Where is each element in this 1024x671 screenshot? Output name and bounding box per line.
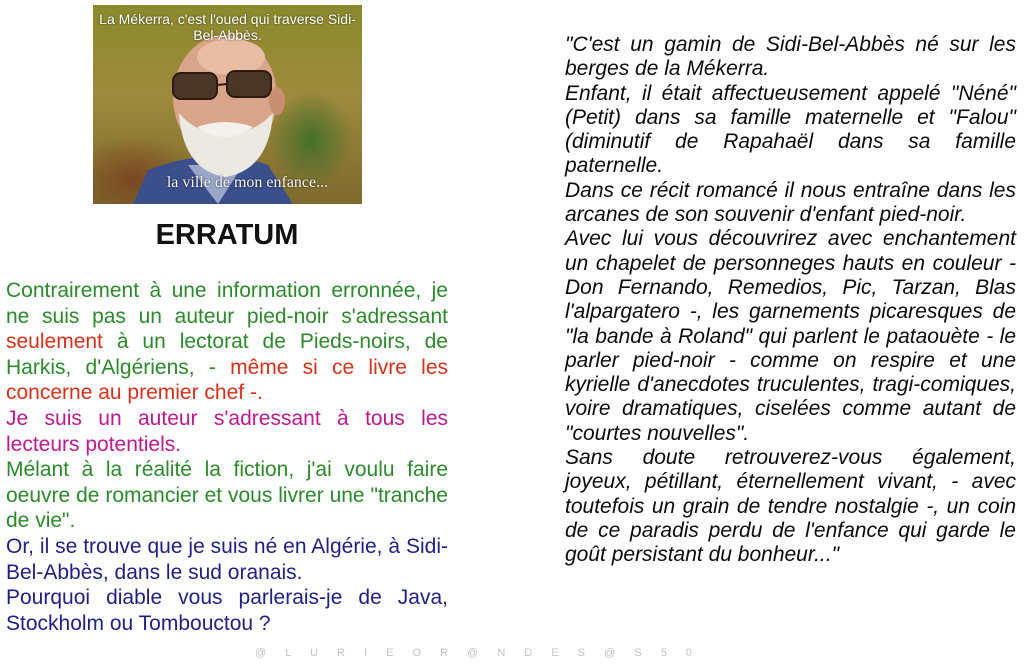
- right-paragraph-5: Sans doute retrouverez-vous également, joyeux, pétillant, éternellement vivant, - avec toutefois un grain de tendre nostalgie -, un coin de ce paradis perdu de l'enfance qui garde le goût persistant du bonheur...": [565, 446, 1016, 567]
- left-column: [6, 278, 448, 636]
- erratum-heading: ERRATUM: [155, 219, 299, 251]
- left-paragraph-2: Je suis un auteur s'adressant à tous les lecteurs potentiels.: [6, 406, 448, 456]
- right-paragraph-2: Enfant, il était affectueusement appelé "Néné" (Petit) dans sa famille maternelle et "Falou" (diminutif de Rapahaël dans sa famille paternelle.: [565, 81, 1016, 178]
- left-paragraph-1: [6, 278, 448, 406]
- p1-text-a: Contrairement à une information erronnée, je ne suis pas un auteur pied-noir s'adressant: [6, 279, 448, 328]
- photo-caption-bottom: la ville de mon enfance...: [166, 174, 329, 191]
- left-paragraph-5: Pourquoi diable vous parlerais-je de Java, Stockholm ou Tombouctou ?: [6, 586, 448, 635]
- p1-emphasis-seulement: seulement: [6, 330, 103, 354]
- p1-emphasis-concerne: même si ce livre les concerne au premier chef: [6, 355, 448, 405]
- author-photo: [93, 5, 362, 204]
- left-paragraph-3: Mélant à la réalité la fiction, j'ai voulu faire oeuvre de romancier et vous livrer une "tranche de vie".: [6, 458, 448, 533]
- right-paragraph-3: Dans ce récit romancé il nous entraîne dans les arcanes de son souvenir d'enfant pied-noir.: [565, 178, 1016, 227]
- watermark: @ L U R I E O R @ N D E S @ S 5 0: [255, 647, 701, 659]
- p1-text-e: -.: [244, 381, 263, 405]
- p1-text-c: à un lectorat de Pieds-noirs, de Harkis, d'Algériens, -: [6, 330, 448, 379]
- photo-caption-top: La Mékerra, c'est l'oued qui traverse Sidi-Bel-Abbès.: [99, 11, 356, 43]
- left-paragraph-4: Or, il se trouve que je suis né en Algérie, à Sidi-Bel-Abbès, dans le sud oranais.: [6, 534, 448, 584]
- right-paragraph-1: "C'est un gamin de Sidi-Bel-Abbès né sur les berges de la Mékerra.: [565, 33, 1016, 81]
- right-paragraph-4: Avec lui vous découvrirez avec enchantement un chapelet de personneges hauts en couleur - Don Fernando, Remedios, Pic, Tarzan, Blas l'alpargatero -, les garnements picaresques de "la bande à Roland" qui parlent le pataouète - le parler pied-noir - comme on respire et une kyrielle d'anecdotes truculentes, tragi-comiques, voire dramatiques, ciselées comme autant de "courtes nouvelles".: [565, 227, 1016, 445]
- right-column: [565, 33, 1016, 568]
